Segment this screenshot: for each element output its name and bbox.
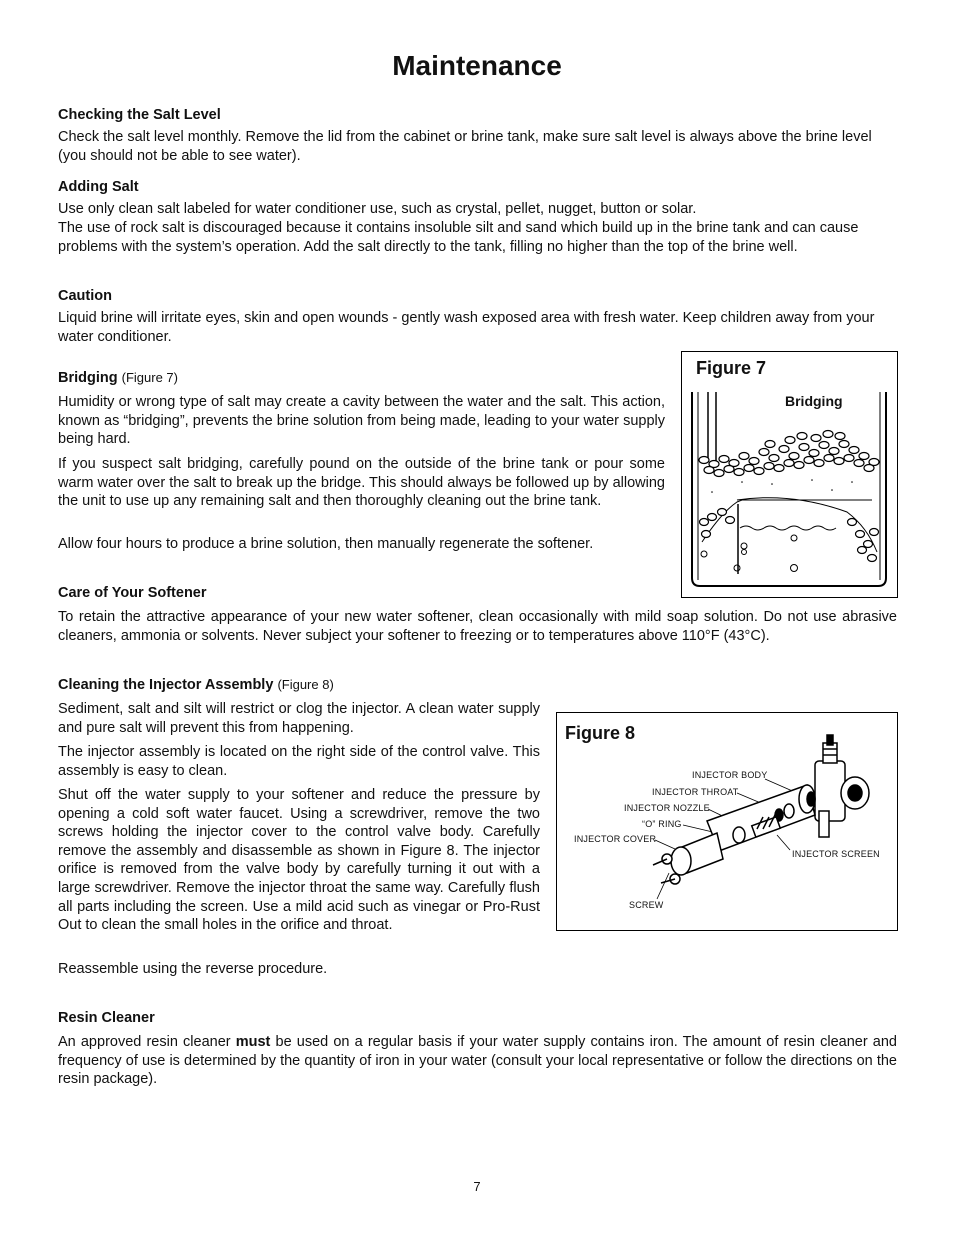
bridging-paragraph-2: If you suspect salt bridging, carefully pound on the outside of the brine tank or pour some warm water over the salt to break up the bridge. This should always be followed up by allowing the unit to use up any remaining salt and then thoroughly cleaning out the brine tank.: [58, 456, 665, 510]
injector-assembly-illustration: [557, 713, 897, 930]
figure-8: [556, 712, 898, 931]
bridging-heading-text: Bridging: [58, 370, 118, 386]
caution-text: Liquid brine will irritate eyes, skin and open wounds - gently wash exposed area with fresh water. Keep children away from your water conditioner.: [58, 310, 875, 345]
care-heading: Care of Your Softener: [58, 585, 207, 601]
figure-8-title: Figure 8: [565, 723, 636, 743]
figure-7-title: Figure 7: [696, 358, 767, 378]
injector-paragraph-4: Reassemble using the reverse procedure.: [58, 961, 328, 977]
bridging-figure-ref: (Figure 7): [121, 370, 178, 385]
label-o-ring: “O” RING: [642, 819, 682, 829]
resin-text-must: must: [235, 1034, 271, 1050]
label-injector-screen: INJECTOR SCREEN: [792, 849, 880, 859]
resin-text-before: An approved resin cleaner: [58, 1034, 236, 1050]
injector-paragraph-2: The injector assembly is located on the right side of the control valve. This assembly is easy to clean.: [58, 744, 540, 779]
injector-figure-ref: (Figure 8): [277, 677, 334, 692]
brine-tank-bridging-illustration: [682, 352, 897, 597]
label-injector-body: INJECTOR BODY: [692, 770, 768, 780]
adding-salt-text-1: Use only clean salt labeled for water conditioner use, such as crystal, pellet, nugget, button or solar.: [58, 201, 697, 217]
label-injector-cover: INJECTOR COVER: [574, 834, 657, 844]
injector-heading: [58, 677, 334, 693]
label-screw: SCREW: [629, 900, 664, 910]
injector-paragraph-1: Sediment, salt and silt will restrict or clog the injector. A clean water supply and pure salt will prevent this from happening.: [58, 701, 540, 736]
injector-paragraph-3: Shut off the water supply to your softener and reduce the pressure by opening a cold soft water faucet. Using a screwdriver, remove the two screws holding the injector cover to the control valve body. Carefully remove the assembly and disassemble as shown in Figure 8. The injector orifice is removed from the valve body by carefully turning it out with a large screwdriver. Remove the injector throat the same way. Carefully flush all parts including the screen. Use a mild acid such as vinegar or Pro-Rust Out to clean the small holes in the orifice and throat.: [58, 787, 540, 934]
page-number: 7: [473, 1179, 481, 1194]
caution-heading: Caution: [58, 288, 112, 304]
care-text: To retain the attractive appearance of your new water softener, clean occasionally with mild soap solution. Do not use abrasive cleaners, ammonia or solvents. Never subject your softener to freezing or to temperatures above 110°F (43°C).: [58, 609, 897, 644]
adding-salt-heading: Adding Salt: [58, 179, 139, 195]
bridging-heading: [58, 370, 178, 386]
resin-text-after: be used on a regular basis if your water supply contains iron. The amount of resin cleaner and frequency of use is determined by the quantity of iron in your water (consult your local representative or follow the directions on the resin package).: [58, 1034, 897, 1088]
label-injector-throat: INJECTOR THROAT: [652, 787, 739, 797]
label-injector-nozzle: INJECTOR NOZZLE: [624, 803, 710, 813]
page-title: Maintenance: [392, 50, 562, 81]
resin-heading: Resin Cleaner: [58, 1010, 155, 1026]
figure-7-label: Bridging: [785, 393, 843, 409]
salt-level-text: Check the salt level monthly. Remove the lid from the cabinet or brine tank, make sure salt level is always above the brine level (you should not be able to see water).: [58, 129, 872, 164]
injector-heading-text: Cleaning the Injector Assembly: [58, 677, 274, 693]
resin-text: [58, 1033, 897, 1089]
bridging-paragraph-1: Humidity or wrong type of salt may create a cavity between the water and the salt. This action, known as “bridging”, prevents the brine solution from being made, leading to your water supply being hard.: [58, 394, 665, 448]
salt-level-heading: Checking the Salt Level: [58, 107, 221, 123]
bridging-paragraph-3: Allow four hours to produce a brine solution, then manually regenerate the softener.: [58, 536, 594, 552]
figure-7: [681, 351, 898, 598]
adding-salt-text-2: The use of rock salt is discouraged because it contains insoluble silt and sand which build up in the brine tank and can cause problems with the system’s operation. Add the salt directly to the tank, filling no higher than the top of the brine well.: [58, 220, 859, 255]
